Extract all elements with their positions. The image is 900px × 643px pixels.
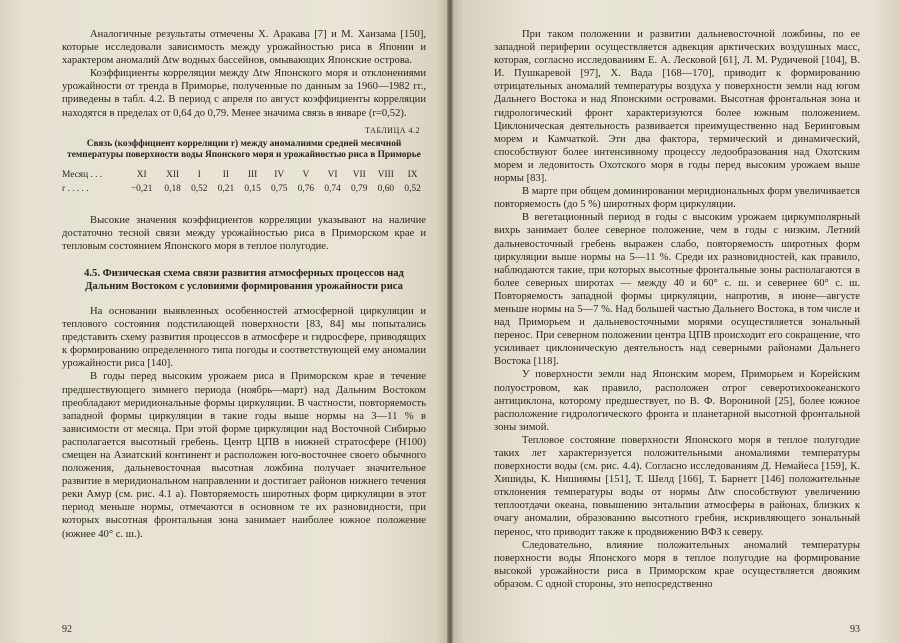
month-cell: V (302, 169, 310, 180)
value-cell: 0,52 (191, 183, 208, 194)
months-header: Месяц . . . (62, 169, 103, 180)
page-number: 93 (850, 624, 860, 635)
paragraph: Тепловое состояние поверхности Японского моря в теплое полугодие таких лет характеризуется положительными аномалиями температуры поверхности воды (см. рис. 4.4). Согласно исследованиям Д. Немайеса [159], К. Хишиды, К. Нишиямы [151], Т. Шелд [166], Т. Барнетт [146] положительные отклонения температуры воды от нормы Δtw способствуют увеличению теплоотдачи океана, повышению энтальпии атмосферы в районах, близких к очагу аномалии, образованию высотного гребня, искривляющего зональный перенос, что приводит также к продвижению ВФЗ к северу. (494, 434, 860, 538)
month-cell: VII (352, 169, 366, 180)
value-cell: −0,21 (130, 183, 153, 194)
section-heading: 4.5. Физическая схема связи развития атмосферных процессов над Дальним Востоком с условиями формирования урожайности риса (84, 267, 404, 292)
paragraph: Аналогичные результаты отмечены Х. Аракава [7] и М. Ханзама [150], которые исследовали зависимость между урожайностью риса в Японии и характером аномалий Δtw водных бассейнов, омывающих Японские острова. (62, 29, 426, 67)
value-cell: 0,79 (351, 183, 368, 194)
value-cell: 0,52 (404, 183, 421, 194)
month-cell: XI (136, 169, 147, 180)
month-cell: VIII (377, 169, 394, 180)
paragraph: На основании выявленных особенностей атмосферной циркуляции и теплового состояния подстилающей поверхности [83, 84] мы попытались представить схему развития процессов в атмосфере и гидросфере, приводящих к формированию определенного типа погоды и соответствующей ему аномалии урожайности риса [140]. (62, 305, 426, 370)
paragraph: Высокие значения коэффициентов корреляции указывают на наличие достаточно тесной связи между урожайностью риса в Приморском крае и тепловым состоянием Японского моря в теплое полугодие. (62, 214, 426, 252)
table-label: ТАБЛИЦА 4.2 (365, 125, 420, 135)
value-cell: 0,21 (217, 183, 235, 194)
paragraph: В годы перед высоким урожаем риса в Приморском крае в течение предшествующего зимнего периода (ноябрь—март) над Дальним Востоком преобладают меридиональные формы циркуляции. В частности, повторяемость западной формы циркуляции в такие годы выше нормы на 3—11 % в зависимости от месяца. При этой форме циркуляции над Восточной Сибирью располагается высотный гребень. Центр ЦПВ в нижней стратосфере (H100) смещен на Азиатский континент и расположен юго-восточнее своего обычного положения, дальневосточная высотная ложбина получает значительное развитие в меридиональном направлении и достигает районов нижнего течения реки Амур (см. рис. 4.1 а). Повторяемость широтных форм циркуляции в этот период меньше нормы, отмечаются в основном те их разновидности, при которых высотная фронтальная зона занимает наиболее южное положение (южнее 40° с. ш.). (62, 371, 426, 540)
paragraph: Следовательно, влияние положительных аномалий температуры поверхности воды Японского моря в теплое полугодие на формирование высокой урожайности риса в Приморском крае осуществляется двояким образом. С одной стороны, это непосредственно (494, 539, 860, 590)
page-number: 92 (62, 624, 72, 635)
months-row (62, 168, 426, 182)
month-cell: VI (327, 169, 338, 180)
value-cell: 0,60 (377, 183, 395, 194)
month-cell: IX (407, 169, 418, 180)
month-cell: I (197, 169, 201, 180)
month-cell: III (247, 169, 258, 180)
right-page (450, 0, 900, 643)
paragraph: При таком положении и развитии дальневосточной ложбины, по ее западной периферии осуществляется адвекция арктических воздушных масс, которая, согласно исследованиям Е. А. Лесковой [61], Л. М. Рудичевой [104], В. И. Пушкаревой [97], Х. Вада [168—170], приводит к формированию отрицательных аномалий температуры воздуха у поверхности земли над югом Дальнего Востока и над Японскими островами. Высотная фронтальная зона и гидрологический фронт характеризуются более южным положением. Циклоническая деятельность развивается преимущественно над Беринговым морем и Камчаткой. Эти два фактора, термический и динамический, способствуют более интенсивному процессу ледообразования над Охотским морем и ледовитость Охотского моря в годы перед высоким урожаем выше нормы [83]. (494, 29, 860, 185)
value-cell: 0,76 (297, 183, 315, 194)
paragraph: В вегетационный период в годы с высоким урожаем циркумполярный вихрь занимает более северное положение, чем в годы с низким. Летний дальневосточный гребень выражен слабо, повторяемость широтных форм циркуляции выше нормы на 5—11 %. Среди их разновидностей, как правило, наблюдаются такие, при которых высотные фронтальные зоны располагаются в более северных широтах — между 40 и 60° с. ш. и севернее 60° с. ш. Повторяемость западной формы циркуляции, напротив, в июне—августе меньше нормы на 5—7 %. Над большей частью Дальнего Востока, в том числе и над Приморьем и дальневосточными морями осуществляется зональный перенос. При северном положении центра ЦПВ происходит его сокращение, что усиливает циклоническую деятельность над северными районами Дальнего Востока [118]. (494, 212, 860, 368)
month-cell: IV (274, 169, 285, 180)
value-cell: 0,15 (244, 183, 261, 194)
table-title: Связь (коэффициент корреляции r) между аномалиями средней месячной температуры поверхности воды Японского моря и урожайностью риса в Приморье (67, 138, 421, 161)
value-cell: 0,75 (271, 183, 288, 194)
values-row (62, 182, 426, 196)
value-cell: 0,74 (324, 183, 341, 194)
value-cell: 0,18 (164, 183, 181, 194)
month-cell: II (222, 169, 230, 180)
paragraph: В марте при общем доминировании меридиональных форм увеличивается повторяемость (до 5 %) широтных форм циркуляции. (494, 186, 860, 211)
correlation-table (62, 168, 426, 196)
paragraph: У поверхности земли над Японским морем, Приморьем и Корейским полуостровом, как правило, расположен отрог северотихоокеанского антициклона, которому предшествует, по В. Ф. Ворониной [25], более южное расположение гидрологического фронта и планетарной высотной фронтальной зоны зимой. (494, 369, 860, 433)
r-header: r . . . . . (62, 183, 89, 194)
book-gutter (447, 0, 453, 643)
paragraph: Коэффициенты корреляции между Δtw Японского моря и отклонениями урожайности от тренда в Приморье, полученные по данным за 1960—1982 гг., приведены в табл. 4.2. В период с апреля по август коэффициенты корреляции находятся в пределах от 0,64 до 0,79. Менее значима связь в январе (r=0,52). (62, 68, 426, 119)
month-cell: XII (166, 169, 180, 180)
